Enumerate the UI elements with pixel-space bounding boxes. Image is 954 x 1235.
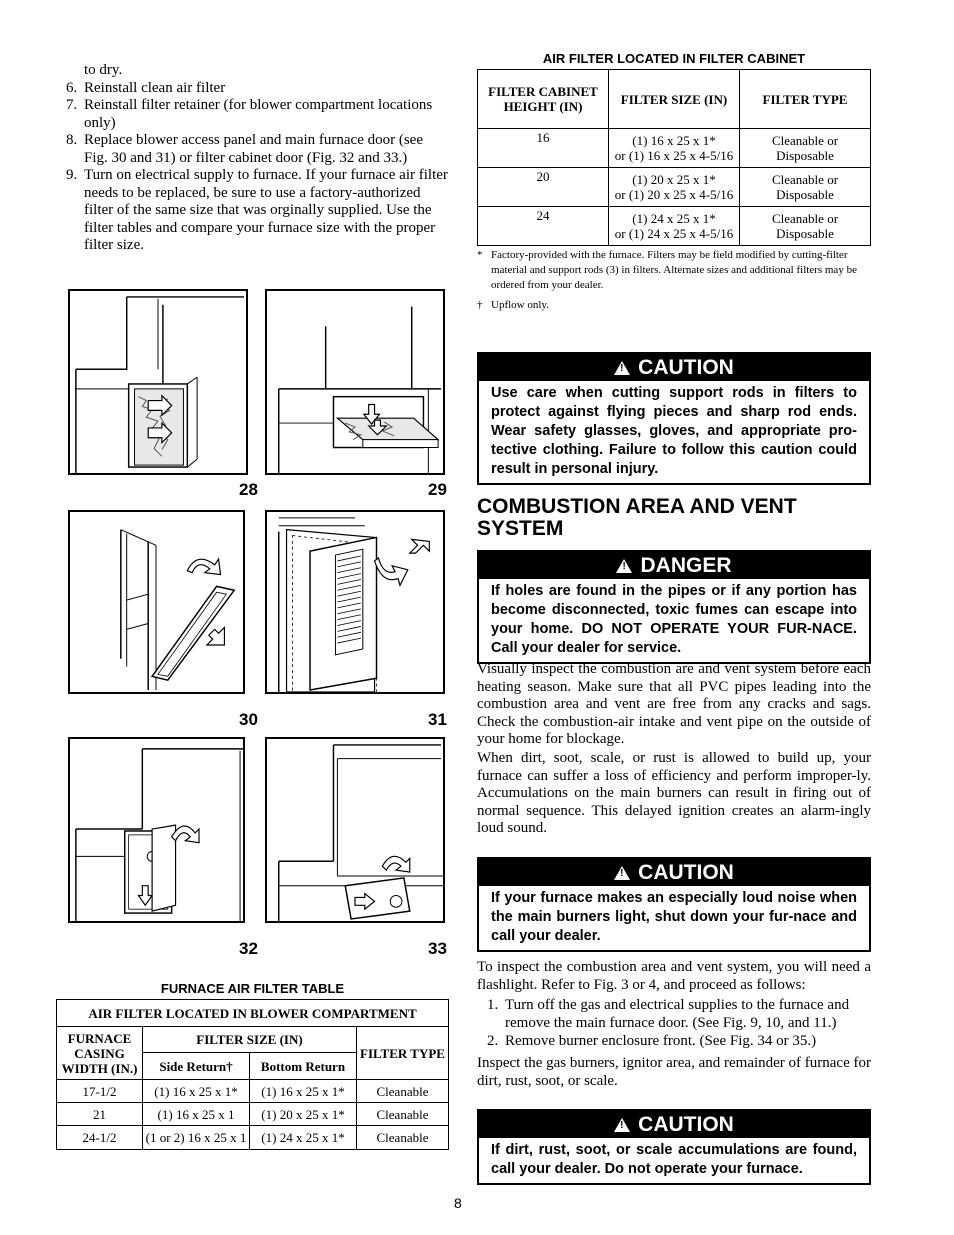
table-row: 21 (1) 16 x 25 x 1 (1) 20 x 25 x 1* Cleanable	[57, 1103, 449, 1126]
table-row: 16 (1) 16 x 25 x 1* or (1) 16 x 25 x 4-5/16 Cleanable or Disposable	[478, 129, 871, 168]
list-item: 8. Replace blower access panel and main furnace door (see Fig. 30 and 31) or filter cabinet door (Fig. 32 and 33.)	[66, 132, 424, 166]
figure-31-label: 31	[428, 710, 447, 729]
caution-text: Use care when cutting support rods in filters to protect against flying pieces and sharp rod ends. Wear safety glasses, gloves, and appropriate pro-tective clothing. Failure to follow this caution could result in personal injury.	[491, 385, 857, 477]
warning-triangle-icon: !	[616, 559, 632, 573]
caution-text: If dirt, rust, soot, or scale accumulations are found, call your dealer. Do not operate your furnace.	[491, 1142, 857, 1177]
caution-header: ! CAUTION	[479, 1111, 869, 1138]
table-header: AIR FILTER LOCATED IN BLOWER COMPARTMENT	[57, 1000, 449, 1027]
section-title: COMBUSTION AREA AND VENT SYSTEM	[477, 495, 797, 540]
filter-cabinet-table	[477, 69, 871, 246]
column-header-type: FILTER TYPE	[357, 1027, 449, 1080]
list-item: 6. Reinstall clean air filter	[66, 79, 226, 96]
maintenance-steps	[66, 62, 450, 255]
danger-text: If holes are found in the pipes or if any portion has become disconnected, toxic fumes can escape into your home. DO NOT OPERATE YOUR FUR-NACE. Call your dealer for service.	[491, 583, 857, 656]
page-number: 8	[454, 1195, 462, 1211]
column-header-size: FILTER SIZE (IN)	[143, 1027, 357, 1053]
figure-32-illustration	[68, 737, 245, 923]
cabinet-table-title: AIR FILTER LOCATED IN FILTER CABINET	[542, 51, 806, 66]
paragraph-inspect: Visually inspect the combustion are and vent system before each heating season. Make sure that all PVC pipes leading into the combustion area and vent are free from any cracks and sags. Check the combustion-air intake and vent pipe on the outside of your home for blockage.	[477, 661, 871, 747]
warning-triangle-icon: !	[614, 866, 630, 880]
column-header-height: FILTER CABINET HEIGHT (IN)	[478, 70, 609, 129]
figure-33-label: 33	[428, 939, 447, 958]
footnote: † Upflow only.	[477, 299, 549, 311]
caution-box-noise	[477, 857, 871, 952]
caution-text: If your furnace makes an especially loud noise when the main burners light, shut down your fur-nace and call your dealer.	[491, 890, 857, 944]
furnace-air-filter-table	[56, 999, 449, 1150]
figure-29-label: 29	[428, 480, 447, 499]
figure-30-illustration	[68, 510, 245, 694]
figure-33-illustration	[265, 737, 445, 923]
step-continuation: to dry.	[84, 62, 123, 78]
figure-28-label: 28	[239, 480, 258, 499]
table-footnotes	[477, 248, 871, 313]
column-header-width: FURNACE CASING WIDTH (IN.)	[57, 1027, 143, 1080]
warning-triangle-icon: !	[614, 1118, 630, 1132]
list-item: 7. Reinstall filter retainer (for blower compartment locations only)	[66, 97, 433, 131]
caution-header: ! CAUTION	[479, 354, 869, 381]
figure-31-illustration	[265, 510, 445, 694]
figure-29-illustration	[265, 289, 445, 475]
figure-28-illustration	[68, 289, 248, 475]
warning-triangle-icon: !	[614, 361, 630, 375]
table-row: 17-1/2 (1) 16 x 25 x 1* (1) 16 x 25 x 1* Cleanable	[57, 1080, 449, 1103]
inspection-steps	[477, 997, 871, 1051]
paragraph-burners: Inspect the gas burners, ignitor area, and remainder of furnace for dirt, rust, soot, or scale.	[477, 1055, 871, 1089]
list-item: 2. Remove burner enclosure front. (See Fig. 34 or 35.)	[487, 1033, 817, 1049]
caution-box-rods	[477, 352, 871, 485]
furnace-table-title: FURNACE AIR FILTER TABLE	[160, 981, 345, 996]
table-row: 24 (1) 24 x 25 x 1* or (1) 24 x 25 x 4-5/16 Cleanable or Disposable	[478, 207, 871, 246]
figure-32-label: 32	[239, 939, 258, 958]
figure-30-label: 30	[239, 710, 258, 729]
table-row: 24-1/2 (1 or 2) 16 x 25 x 1 (1) 24 x 25 x 1* Cleanable	[57, 1126, 449, 1150]
caution-header: ! CAUTION	[479, 859, 869, 886]
danger-header: ! DANGER	[479, 552, 869, 579]
footnote: * Factory-provided with the furnace. Filters may be field modified by cutting-filter material and support rods (3) in filters. Alternate sizes and additional filters may be ordered from your dealer.	[477, 249, 857, 291]
table-row: 20 (1) 20 x 25 x 1* or (1) 20 x 25 x 4-5/16 Cleanable or Disposable	[478, 168, 871, 207]
list-item: 9. Turn on electrical supply to furnace. If your furnace air filter needs to be replaced, be sure to use a factory-authorized filter of the same size that was orginally supplied. Use the filter tables and compare your furnace size with the proper filter size.	[66, 167, 448, 253]
caution-box-accumulations	[477, 1109, 871, 1185]
column-header-bottom-return: Bottom Return	[250, 1053, 357, 1080]
list-item: 1. Turn off the gas and electrical supplies to the furnace and remove the main furnace door. (See Fig. 9, 10, and 11.)	[487, 997, 850, 1031]
column-header-size: FILTER SIZE (IN)	[609, 70, 740, 129]
column-header-side-return: Side Return†	[143, 1053, 250, 1080]
danger-box	[477, 550, 871, 664]
paragraph-flashlight: To inspect the combustion area and vent system, you will need a flashlight. Refer to Fig. 3 or 4, and proceed as follows:	[477, 959, 871, 993]
column-header-type: FILTER TYPE	[740, 70, 871, 129]
paragraph-buildup: When dirt, soot, scale, or rust is allowed to build up, your furnace can suffer a loss of efficiency and perform improper-ly. Accumulations on the main burners can result in firing out of normal sequence. This delayed ignition creates an alarm-ingly loud sound.	[477, 750, 871, 836]
